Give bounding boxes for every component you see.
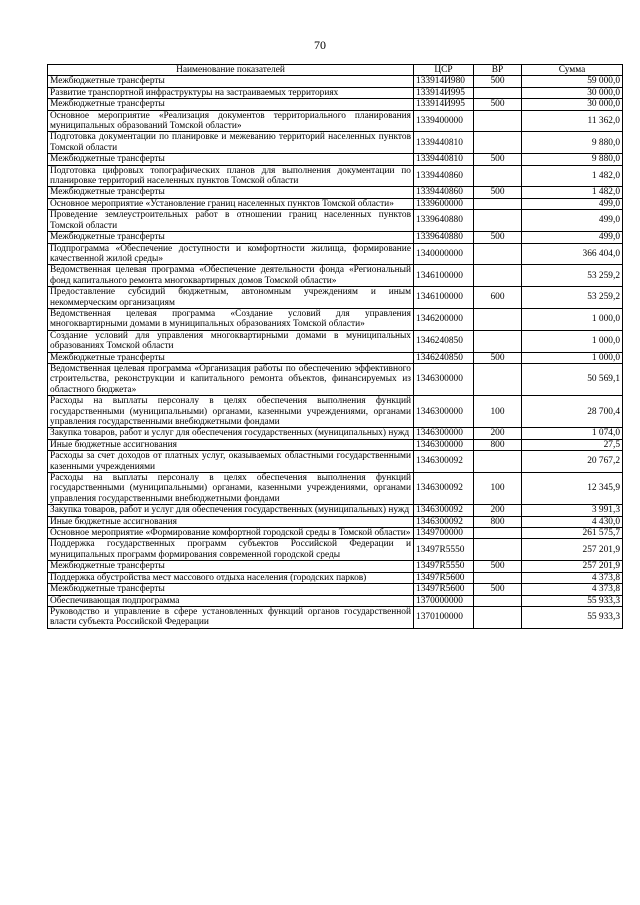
table-row xyxy=(48,132,623,154)
row-csr-cell: 1340000000 xyxy=(414,243,474,265)
table-row xyxy=(48,363,623,395)
table-row xyxy=(48,505,623,516)
row-vr-cell: 500 xyxy=(474,561,522,572)
row-name-cell: Закупка товаров, работ и услуг для обеспечения государственных (муниципальных) нужд xyxy=(48,505,414,516)
row-name-cell: Расходы на выплаты персоналу в целях обеспечения выполнения функций государственными (муниципальными) органами, казенными учреждениями, органами управления государственными внебюджетными фондами xyxy=(48,396,414,428)
row-sum-cell: 28 700,4 xyxy=(522,396,623,428)
row-sum-cell: 1 000,0 xyxy=(522,330,623,352)
row-name-cell: Предоставление субсидий бюджетным, автономным учреждениям и иным некоммерческим организациям xyxy=(48,287,414,309)
row-sum-cell: 261 575,7 xyxy=(522,528,623,539)
row-vr-cell xyxy=(474,210,522,232)
table-row xyxy=(48,396,623,428)
row-name-cell: Поддержка государственных программ субъектов Российской Федерации и муниципальных программ формирования современной городской среды xyxy=(48,539,414,561)
row-vr-cell: 600 xyxy=(474,287,522,309)
row-sum-cell: 30 000,0 xyxy=(522,87,623,98)
row-csr-cell: 133914И995 xyxy=(414,87,474,98)
column-header-vr: ВР xyxy=(474,65,522,76)
row-vr-cell: 500 xyxy=(474,352,522,363)
table-row xyxy=(48,76,623,87)
table-row xyxy=(48,165,623,187)
row-vr-cell xyxy=(474,539,522,561)
row-sum-cell: 1 482,0 xyxy=(522,165,623,187)
row-csr-cell: 1346300092 xyxy=(414,451,474,473)
table-row xyxy=(48,516,623,527)
row-csr-cell: 1339600000 xyxy=(414,198,474,209)
table-row xyxy=(48,243,623,265)
row-vr-cell xyxy=(474,87,522,98)
row-csr-cell: 1346300092 xyxy=(414,473,474,505)
row-name-cell: Ведомственная целевая программа «Организация работы по обеспечению эффективного строительства, реконструкции и капитального ремонта объектов, финансируемых из областного бюджета» xyxy=(48,363,414,395)
row-name-cell: Подготовка документации по планировке и межеванию территорий населенных пунктов Томской области xyxy=(48,132,414,154)
row-name-cell: Расходы за счет доходов от платных услуг, оказываемых областными государственными казенными учреждениями xyxy=(48,451,414,473)
row-sum-cell: 1 000,0 xyxy=(522,308,623,330)
row-sum-cell: 20 767,2 xyxy=(522,451,623,473)
row-vr-cell xyxy=(474,243,522,265)
row-csr-cell: 1370000000 xyxy=(414,595,474,606)
table-row xyxy=(48,528,623,539)
table-row xyxy=(48,232,623,243)
row-csr-cell: 133914И995 xyxy=(414,99,474,110)
row-csr-cell: 1370100000 xyxy=(414,606,474,628)
budget-table xyxy=(47,64,623,629)
row-sum-cell: 9 880,0 xyxy=(522,154,623,165)
table-row xyxy=(48,572,623,583)
row-name-cell: Ведомственная целевая программа «Обеспечение деятельности фонда «Региональный фонд капитального ремонта многоквартирных домов Томской области» xyxy=(48,265,414,287)
row-vr-cell: 100 xyxy=(474,473,522,505)
row-name-cell: Межбюджетные трансферты xyxy=(48,232,414,243)
table-row xyxy=(48,584,623,595)
row-csr-cell: 1346100000 xyxy=(414,287,474,309)
row-name-cell: Межбюджетные трансферты xyxy=(48,187,414,198)
row-vr-cell: 800 xyxy=(474,516,522,527)
row-name-cell: Развитие транспортной инфраструктуры на застраиваемых территориях xyxy=(48,87,414,98)
row-vr-cell: 500 xyxy=(474,232,522,243)
row-vr-cell xyxy=(474,110,522,132)
row-name-cell: Основное мероприятие «Формирование комфортной городской среды в Томской области» xyxy=(48,528,414,539)
row-name-cell: Расходы на выплаты персоналу в целях обеспечения выполнения функций государственными (муниципальными) органами, казенными учреждениями, органами управления государственными внебюджетными фондами xyxy=(48,473,414,505)
row-csr-cell: 1339400000 xyxy=(414,110,474,132)
row-sum-cell: 499,0 xyxy=(522,210,623,232)
table-row xyxy=(48,330,623,352)
row-sum-cell: 4 373,8 xyxy=(522,584,623,595)
row-name-cell: Иные бюджетные ассигнования xyxy=(48,516,414,527)
row-vr-cell xyxy=(474,606,522,628)
row-csr-cell: 1339440810 xyxy=(414,132,474,154)
row-vr-cell xyxy=(474,595,522,606)
row-name-cell: Ведомственная целевая программа «Создание условий для управления многоквартирными домами в муниципальных образованиях Томской области» xyxy=(48,308,414,330)
row-name-cell: Проведение землеустроительных работ в отношении границ населенных пунктов Томской области xyxy=(48,210,414,232)
row-name-cell: Подготовка цифровых топографических планов для выполнения документации по планировке территорий населенных пунктов Томской области xyxy=(48,165,414,187)
row-name-cell: Основное мероприятие «Установление границ населенных пунктов Томской области» xyxy=(48,198,414,209)
row-sum-cell: 1 074,0 xyxy=(522,428,623,439)
row-csr-cell: 1346300092 xyxy=(414,505,474,516)
row-name-cell: Обеспечивающая подпрограмма xyxy=(48,595,414,606)
row-sum-cell: 499,0 xyxy=(522,232,623,243)
table-row xyxy=(48,198,623,209)
table-row xyxy=(48,473,623,505)
row-sum-cell: 53 259,2 xyxy=(522,265,623,287)
row-vr-cell: 200 xyxy=(474,505,522,516)
row-vr-cell xyxy=(474,330,522,352)
row-name-cell: Межбюджетные трансферты xyxy=(48,584,414,595)
row-vr-cell: 500 xyxy=(474,99,522,110)
row-sum-cell: 499,0 xyxy=(522,198,623,209)
row-csr-cell: 1346300000 xyxy=(414,396,474,428)
row-csr-cell: 133914И980 xyxy=(414,76,474,87)
row-sum-cell: 55 933,3 xyxy=(522,606,623,628)
table-row xyxy=(48,428,623,439)
table-row xyxy=(48,595,623,606)
row-csr-cell: 1339440860 xyxy=(414,187,474,198)
row-vr-cell: 800 xyxy=(474,439,522,450)
row-sum-cell: 59 000,0 xyxy=(522,76,623,87)
row-sum-cell: 3 991,3 xyxy=(522,505,623,516)
table-row xyxy=(48,187,623,198)
table-row xyxy=(48,561,623,572)
row-name-cell: Поддержка обустройства мест массового отдыха населения (городских парков) xyxy=(48,572,414,583)
row-csr-cell: 1346200000 xyxy=(414,308,474,330)
table-row xyxy=(48,352,623,363)
row-vr-cell: 500 xyxy=(474,187,522,198)
row-sum-cell: 30 000,0 xyxy=(522,99,623,110)
table-row xyxy=(48,265,623,287)
table-row xyxy=(48,154,623,165)
row-csr-cell: 13497R5550 xyxy=(414,561,474,572)
row-csr-cell: 1339440810 xyxy=(414,154,474,165)
row-sum-cell: 257 201,9 xyxy=(522,539,623,561)
column-header-name: Наименование показателей xyxy=(48,65,414,76)
row-vr-cell: 500 xyxy=(474,154,522,165)
row-sum-cell: 366 404,0 xyxy=(522,243,623,265)
row-vr-cell: 500 xyxy=(474,584,522,595)
row-name-cell: Межбюджетные трансферты xyxy=(48,561,414,572)
row-csr-cell: 13497R5600 xyxy=(414,572,474,583)
row-sum-cell: 257 201,9 xyxy=(522,561,623,572)
row-csr-cell: 1346300000 xyxy=(414,439,474,450)
row-vr-cell: 200 xyxy=(474,428,522,439)
row-vr-cell xyxy=(474,132,522,154)
table-row xyxy=(48,99,623,110)
row-csr-cell: 1346240850 xyxy=(414,352,474,363)
row-vr-cell xyxy=(474,198,522,209)
row-sum-cell: 9 880,0 xyxy=(522,132,623,154)
column-header-csr: ЦСР xyxy=(414,65,474,76)
row-vr-cell xyxy=(474,165,522,187)
page-number: 70 xyxy=(314,38,326,52)
row-sum-cell: 12 345,9 xyxy=(522,473,623,505)
table-row xyxy=(48,110,623,132)
row-sum-cell: 27,5 xyxy=(522,439,623,450)
row-sum-cell: 1 000,0 xyxy=(522,352,623,363)
row-csr-cell: 13497R5550 xyxy=(414,539,474,561)
row-sum-cell: 4 430,0 xyxy=(522,516,623,527)
row-csr-cell: 1346300092 xyxy=(414,516,474,527)
row-vr-cell xyxy=(474,363,522,395)
row-vr-cell xyxy=(474,265,522,287)
row-sum-cell: 1 482,0 xyxy=(522,187,623,198)
table-header-row xyxy=(48,65,623,76)
table-row xyxy=(48,87,623,98)
table-body xyxy=(48,76,623,628)
table-row xyxy=(48,287,623,309)
row-csr-cell: 1346300000 xyxy=(414,428,474,439)
row-name-cell: Межбюджетные трансферты xyxy=(48,76,414,87)
table-row xyxy=(48,308,623,330)
row-name-cell: Иные бюджетные ассигнования xyxy=(48,439,414,450)
row-name-cell: Подпрограмма «Обеспечение доступности и комфортности жилища, формирование качественной жилой среды» xyxy=(48,243,414,265)
row-csr-cell: 1346100000 xyxy=(414,265,474,287)
column-header-sum: Сумма xyxy=(522,65,623,76)
table-row xyxy=(48,606,623,628)
row-csr-cell: 1339640880 xyxy=(414,210,474,232)
row-vr-cell xyxy=(474,308,522,330)
row-vr-cell: 100 xyxy=(474,396,522,428)
row-name-cell: Руководство и управление в сфере установленных функций органов государственной власти субъекта Российской Федерации xyxy=(48,606,414,628)
table-row xyxy=(48,439,623,450)
table-row xyxy=(48,539,623,561)
row-vr-cell xyxy=(474,528,522,539)
table-row xyxy=(48,451,623,473)
table-row xyxy=(48,210,623,232)
row-name-cell: Межбюджетные трансферты xyxy=(48,154,414,165)
row-sum-cell: 55 933,3 xyxy=(522,595,623,606)
row-csr-cell: 1339440860 xyxy=(414,165,474,187)
row-vr-cell: 500 xyxy=(474,76,522,87)
row-sum-cell: 50 569,1 xyxy=(522,363,623,395)
row-csr-cell: 1346240850 xyxy=(414,330,474,352)
row-csr-cell: 1349700000 xyxy=(414,528,474,539)
row-vr-cell xyxy=(474,572,522,583)
row-csr-cell: 1346300000 xyxy=(414,363,474,395)
row-name-cell: Межбюджетные трансферты xyxy=(48,99,414,110)
row-name-cell: Создание условий для управления многоквартирными домами в муниципальных образованиях Томской области xyxy=(48,330,414,352)
row-csr-cell: 13497R5600 xyxy=(414,584,474,595)
row-name-cell: Закупка товаров, работ и услуг для обеспечения государственных (муниципальных) нужд xyxy=(48,428,414,439)
row-vr-cell xyxy=(474,451,522,473)
row-sum-cell: 4 373,8 xyxy=(522,572,623,583)
row-sum-cell: 11 362,0 xyxy=(522,110,623,132)
row-csr-cell: 1339640880 xyxy=(414,232,474,243)
row-sum-cell: 53 259,2 xyxy=(522,287,623,309)
row-name-cell: Межбюджетные трансферты xyxy=(48,352,414,363)
row-name-cell: Основное мероприятие «Реализация документов территориального планирования муниципальных образований Томской области» xyxy=(48,110,414,132)
